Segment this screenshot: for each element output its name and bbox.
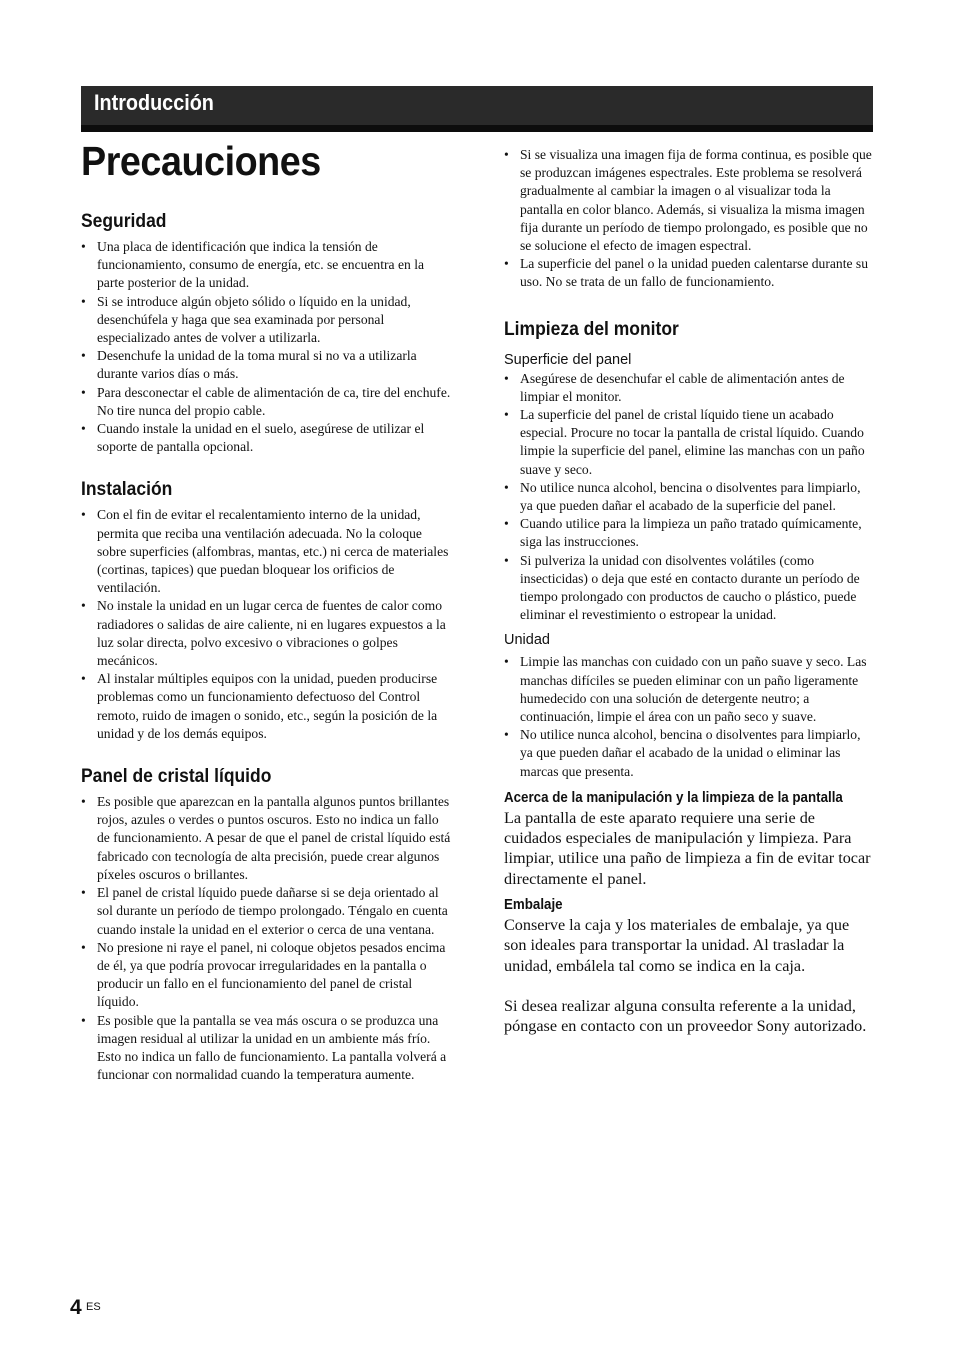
panel-heading: Panel de cristal líquido xyxy=(81,766,272,788)
limpieza-heading: Limpieza del monitor xyxy=(504,318,679,340)
list-item: • No presione ni raye el panel, ni coloque objetos pesados encima de él, ya que podría provocar irregularidades en la pantalla o producir un fallo en el funcionamiento del panel de cristal líquido. xyxy=(81,939,446,1010)
list-item: • Al instalar múltiples equipos con la unidad, pueden producirse problemas como un funcionamiento defectuoso del Control remoto, ruido de imagen o sonido, etc., según la posición de la unidad y de los demás equipos. xyxy=(81,671,438,741)
seguridad-heading: Seguridad xyxy=(81,211,167,232)
list-item: • Limpie las manchas con cuidado con un paño suave y seco. Las manchas difíciles se pueden eliminar con un paño ligeramente humedecido con una solución de detergente neutro; a continuación, limpie el área con un paño seco y suave. xyxy=(504,654,867,725)
manipulacion-heading: Acerca de la manipulación y la limpieza de la pantalla xyxy=(504,789,843,806)
list-item: • La superficie del panel de cristal líquido tiene un acabado especial. Procure no tocar la pantalla de cristal líquido. Cuando limpie la superficie del panel, elimine las manchas con un paño suave y seco. xyxy=(504,407,865,477)
superficie-list xyxy=(504,370,874,625)
unidad-list xyxy=(504,653,874,780)
list-item: • Asegúrese de desenchufar el cable de alimentación antes de limpiar el monitor. xyxy=(504,370,845,404)
list-item: • No utilice nunca alcohol, bencina o disolventes para limpiarlo, ya que pueden dañar el acabado de la superficie del panel. xyxy=(504,479,861,514)
panel-list-left xyxy=(81,793,453,1084)
superficie-heading: Superficie del panel xyxy=(504,351,632,368)
list-item: • La superficie del panel o la unidad pueden calentarse durante su uso. No se trata de un fallo de funcionamiento. xyxy=(504,256,869,290)
list-item: • Cuando instale la unidad en el suelo, asegúrese de utilizar el soporte de pantalla opcional. xyxy=(81,421,425,455)
panel-list-right xyxy=(504,146,874,292)
list-item: • El panel de cristal líquido puede dañarse si se deja orientado al sol durante un período de tiempo prolongado. Téngalo en cuenta cuando instale la unidad en el exterior o cerca de una ventana. xyxy=(81,885,448,937)
section-header-bar xyxy=(81,86,873,132)
page-number: 4 xyxy=(70,1296,82,1319)
page-title: Precauciones xyxy=(81,138,321,184)
unidad-heading: Unidad xyxy=(504,632,550,649)
list-item: • Para desconectar el cable de alimentación de ca, tire del enchufe. No tire nunca del propio cable. xyxy=(81,384,451,418)
list-item: • Con el fin de evitar el recalentamiento interno de la unidad, permita que reciba una ventilación adecuada. No la coloque sobre superficies (alfombras, mantas, etc.) ni cerca de materiales (cortinas, tapices) que puedan bloquear los orificios de ventilación. xyxy=(81,507,449,596)
seguridad-list xyxy=(81,238,453,456)
page-language: ES xyxy=(86,1301,101,1313)
embalaje-text: Conserve la caja y los materiales de embalaje, ya que son ideales para transportar la unidad. Al trasladar la unidad, embálela tal como se indica en la caja. xyxy=(504,916,850,975)
manipulacion-text: La pantalla de este aparato requiere una serie de cuidados especiales de manipulación y limpieza. Para limpiar, utilice una paño de limpieza a fin de evitar tocar directamente el panel. xyxy=(504,808,871,888)
list-item: • Si se introduce algún objeto sólido o líquido en la unidad, desenchúfela y haga que sea examinada por personal especializado antes de volver a utilizarla. xyxy=(81,293,411,346)
section-label: Introducción xyxy=(94,90,214,115)
embalaje-heading: Embalaje xyxy=(504,897,563,914)
right-column xyxy=(504,146,874,1037)
left-column xyxy=(81,210,453,1084)
list-item: • Es posible que aparezcan en la pantalla algunos puntos brillantes rojos, azules o verdes o puntos oscuros. Esto no indica un fallo de funcionamiento. A pesar de que el panel de cristal líquido está fabricado con tecnología de alta precisión, puede crear algunos píxeles oscuros o brillantes. xyxy=(81,794,451,882)
list-item: • Es posible que la pantalla se vea más oscura o se produzca una imagen residual al utilizar la unidad en un ambiente más frío. Esto no indica un fallo de funcionamiento. La pantalla volverá a funcionar con normalidad cuando la temperatura aumente. xyxy=(81,1012,447,1083)
list-item: • No utilice nunca alcohol, bencina o disolventes para limpiarlo, ya que pueden dañar el acabado de la unidad o eliminar las marcas que presenta. xyxy=(504,727,861,779)
list-item: • Desenchufe la unidad de la toma mural si no va a utilizarla durante varios días o más. xyxy=(81,348,417,382)
list-item: • Cuando utilice para la limpieza un paño tratado químicamente, siga las instrucciones. xyxy=(504,516,862,550)
list-item: • Si pulveriza la unidad con disolventes volátiles (como insecticidas) o deja que esté en contacto durante un período de tiempo prolongado con productos de caucho o plástico, puede eliminar el revestimiento o estropear la unidad. xyxy=(504,552,860,623)
list-item: • No instale la unidad en un lugar cerca de fuentes de calor como radiadores o salidas de aire caliente, ni en lugares expuestos a la luz solar directa, polvo excesivo o vibraciones o golpes mecánicos. xyxy=(81,598,446,669)
instalacion-heading: Instalación xyxy=(81,479,173,501)
instalacion-list xyxy=(81,506,453,743)
list-item: • Una placa de identificación que indica la tensión de funcionamiento, consumo de energía, etc. se encuentra en la parte posterior de la unidad. xyxy=(81,239,424,291)
list-item: • Si se visualiza una imagen fija de forma continua, es posible que se produzcan imágenes espectrales. Este problema se resolverá gradualmente al cambiar la imagen o al visualizar toda la pantalla en color blanco. Además, si visualiza la misma imagen fija durante un período de tiempo prolongado, es posible que no se solucione el efecto de imagen espectral. xyxy=(504,147,872,254)
contact-text: Si desea realizar alguna consulta referente a la unidad, póngase en contacto con un proveedor Sony autorizado. xyxy=(504,996,867,1036)
